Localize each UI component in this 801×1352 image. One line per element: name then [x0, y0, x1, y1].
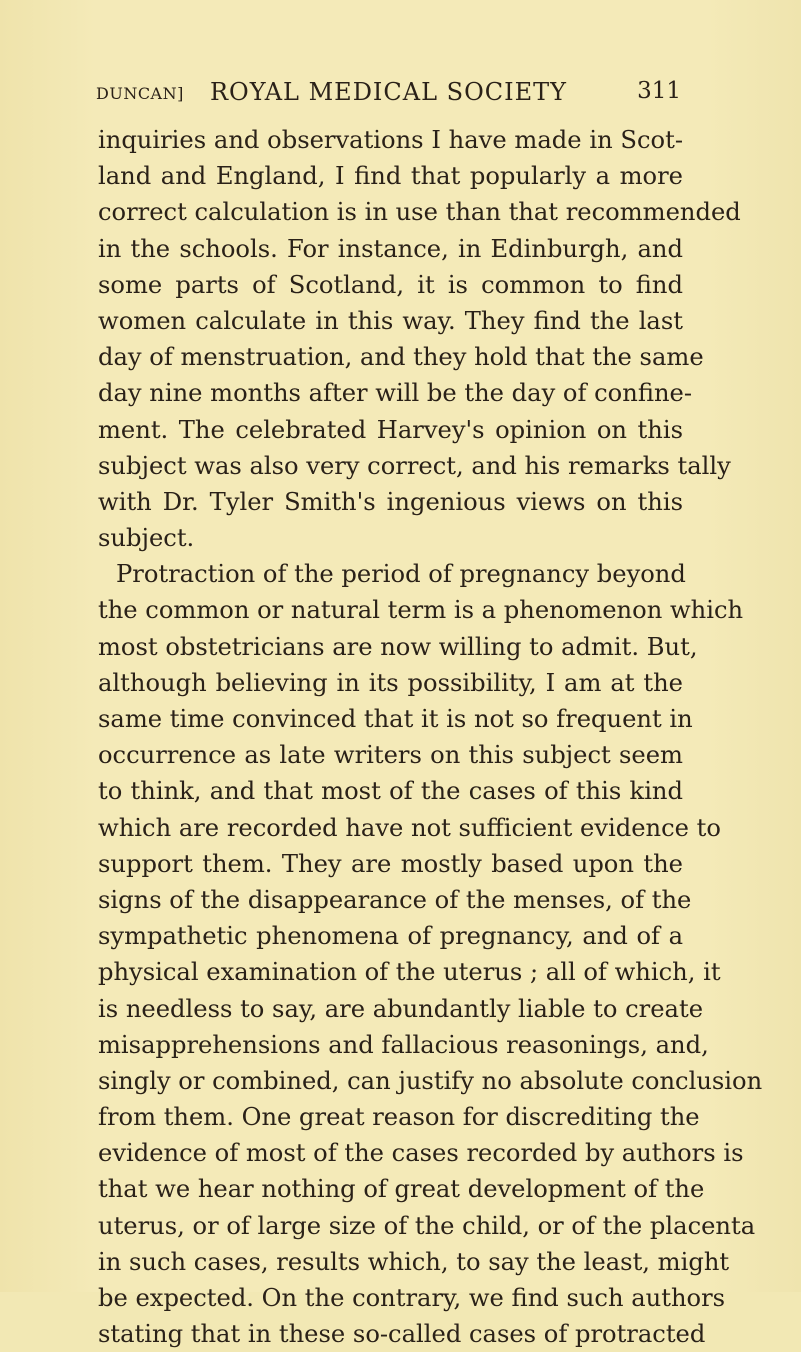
- text-line: to think, and that most of the cases of this kind: [98, 777, 683, 806]
- text-line: some parts of Scotland, it is common to find: [98, 270, 683, 299]
- text-line: most obstetricians are now willing to admit. But,: [98, 632, 698, 661]
- text-line: singly or combined, can justify no absolute conclusion: [98, 1066, 763, 1095]
- text-line: land and England, I find that popularly a more: [98, 162, 683, 191]
- text-line: ment. The celebrated Harvey's opinion on this: [98, 415, 683, 444]
- text-line: day of menstruation, and they hold that the same: [98, 343, 704, 372]
- text-line: stating that in these so-called cases of protracted: [98, 1320, 706, 1349]
- text-line: inquiries and observations I have made in Scot-: [98, 126, 683, 154]
- text-line: that we hear nothing of great development of the: [98, 1175, 705, 1204]
- running-head-title: ROYAL MEDICAL SOCIETY: [209, 78, 568, 106]
- text-line: support them. They are mostly based upon the: [98, 849, 683, 878]
- text-line: the common or natural term is a phenomenon which: [98, 596, 744, 625]
- running-header: [96, 78, 681, 112]
- text-line: subject was also very correct, and his remarks tally: [98, 451, 731, 480]
- text-line: subject.: [98, 524, 195, 553]
- text-line: uterus, or of large size of the child, or of the placenta: [98, 1211, 756, 1240]
- text-line: although believing in its possibility, I am at the: [98, 668, 683, 697]
- text-line: in such cases, results which, to say the least, might: [98, 1247, 730, 1276]
- text-line: physical examination of the uterus ; all of which, it: [98, 958, 721, 987]
- body-text: [98, 122, 763, 1352]
- text-line: is needless to say, are abundantly liable to create: [98, 994, 704, 1023]
- text-line: from them. One great reason for discrediting the: [98, 1103, 700, 1132]
- page-number: 311: [637, 78, 681, 104]
- text-line: women calculate in this way. They find the last: [98, 306, 683, 335]
- text-line: be expected. On the contrary, we find such authors: [98, 1284, 726, 1312]
- text-line: day nine months after will be the day of confine-: [98, 379, 693, 408]
- text-line: evidence of most of the cases recorded by authors is: [98, 1139, 744, 1168]
- text-line: Protraction of the period of pregnancy beyond: [116, 560, 686, 589]
- text-line: which are recorded have not sufficient evidence to: [98, 813, 721, 842]
- text-line: misapprehensions and fallacious reasonings, and,: [98, 1030, 709, 1059]
- text-line: signs of the disappearance of the menses, of the: [98, 885, 692, 914]
- running-head-author: DUNCAN]: [96, 84, 184, 103]
- text-line: sympathetic phenomena of pregnancy, and of a: [98, 922, 683, 951]
- text-line: in the schools. For instance, in Edinburgh, and: [98, 234, 683, 263]
- text-line: same time convinced that it is not so frequent in: [98, 705, 693, 733]
- text-line: with Dr. Tyler Smith's ingenious views on this: [98, 487, 683, 516]
- text-line: occurrence as late writers on this subject seem: [98, 741, 683, 770]
- text-line: correct calculation is in use than that recommended: [98, 198, 741, 227]
